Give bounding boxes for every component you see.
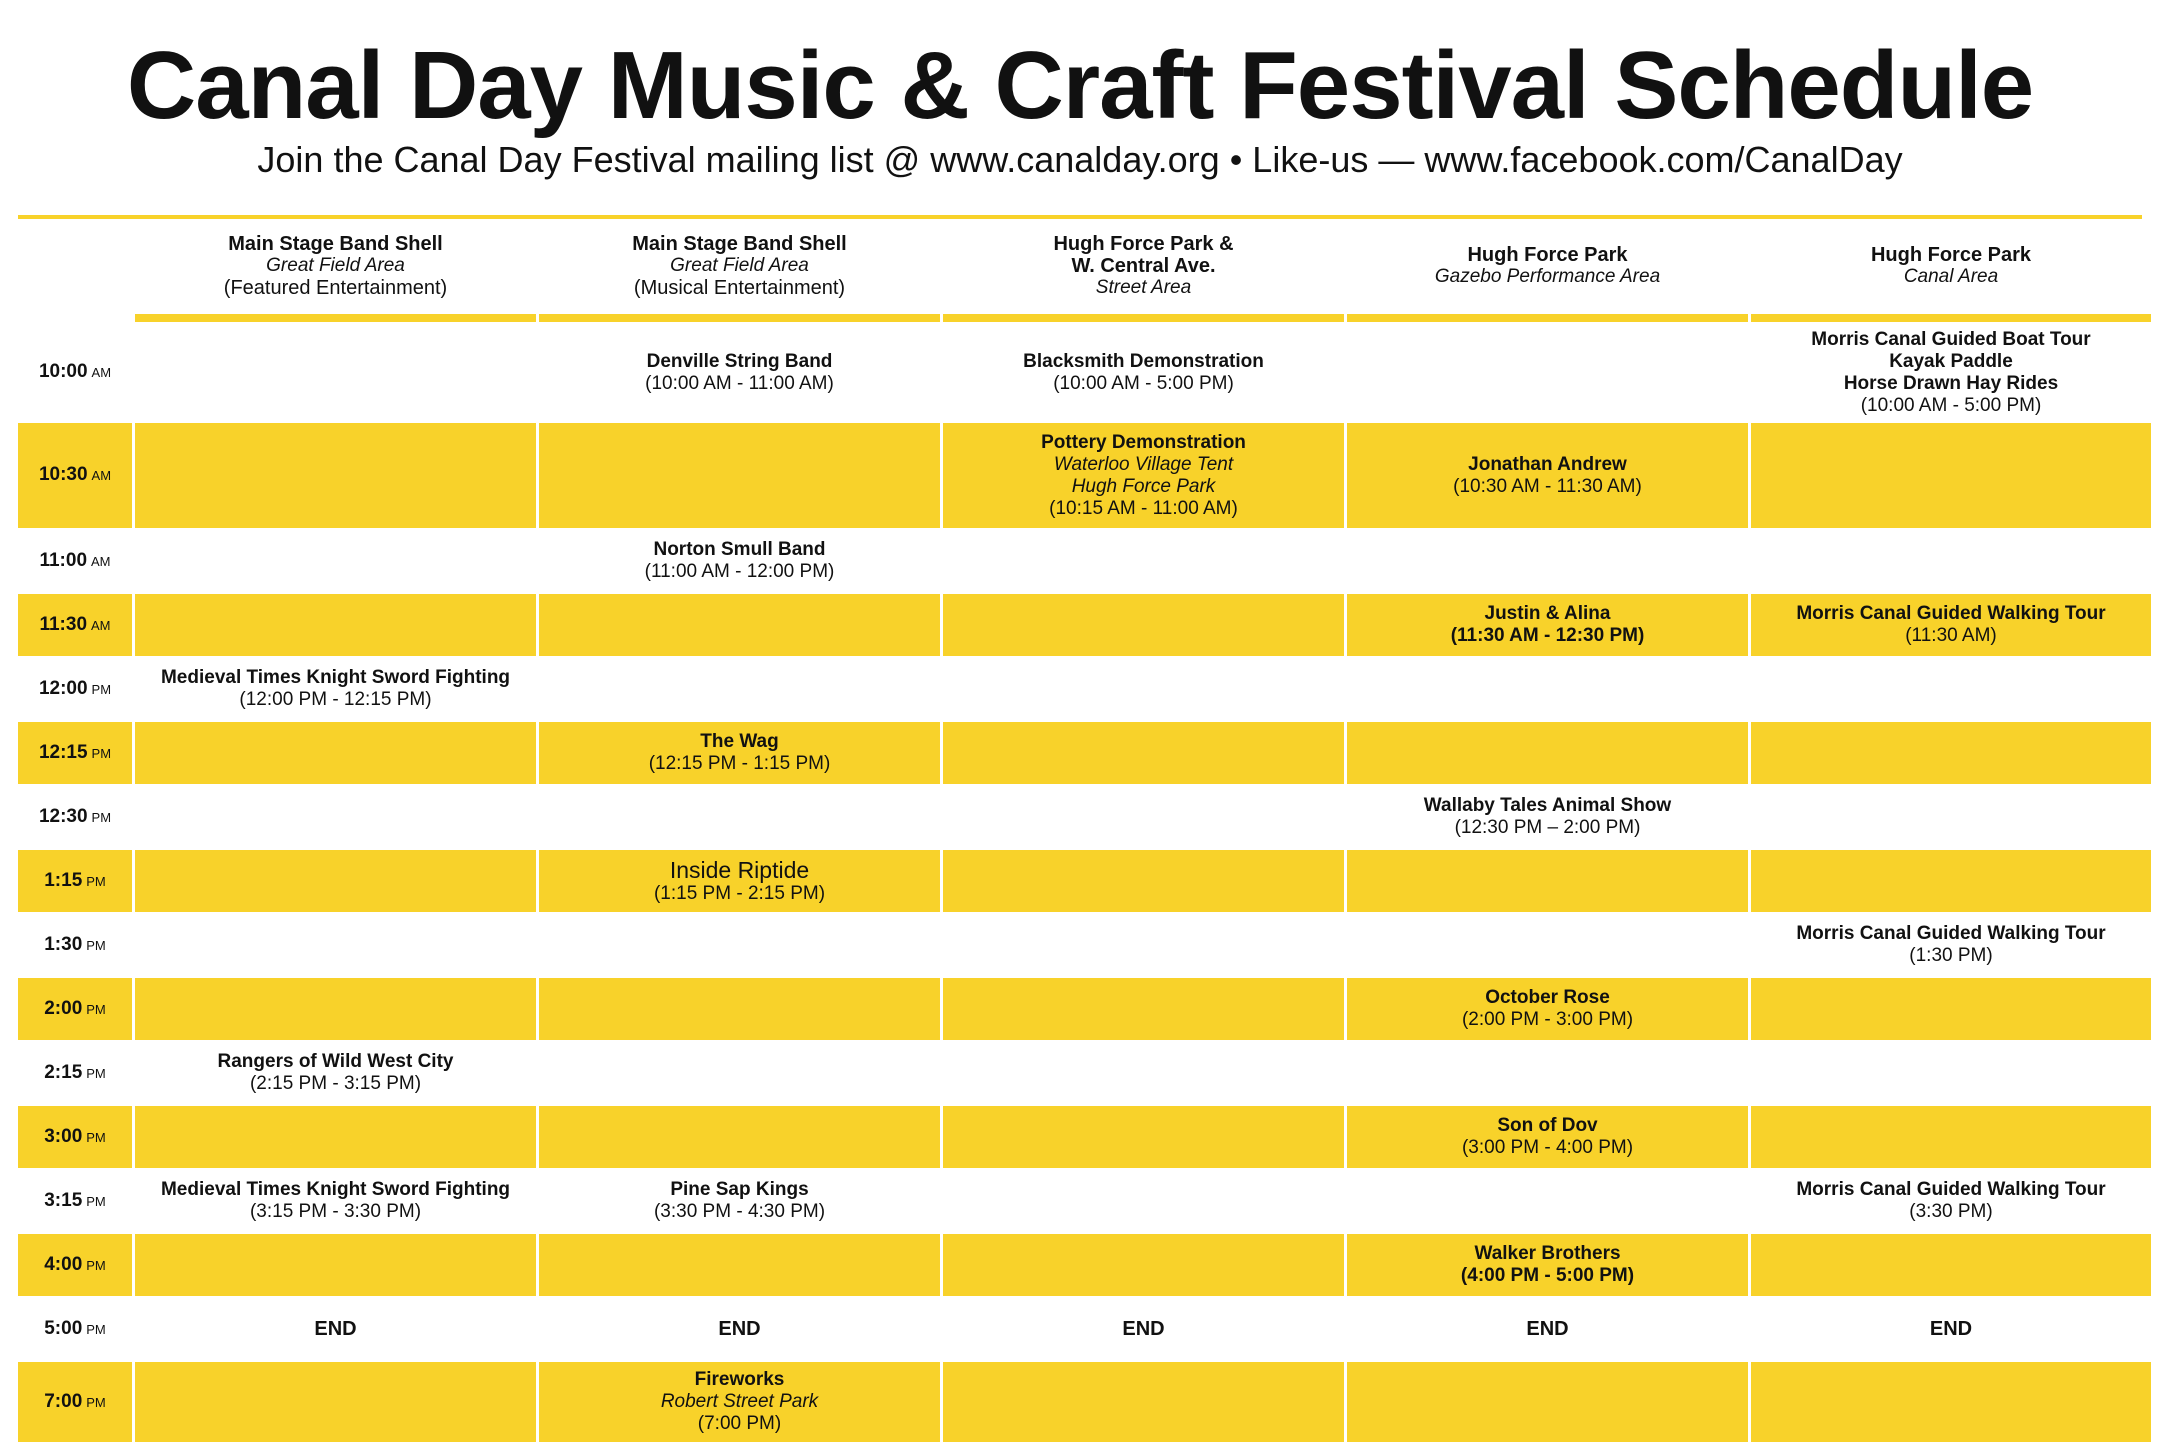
event-time-range: (10:00 AM - 5:00 PM) xyxy=(1860,394,2042,416)
time-ampm: PM xyxy=(86,1193,106,1209)
time-slot xyxy=(18,530,132,592)
event-title: Rangers of Wild West City xyxy=(217,1051,454,1072)
schedule-cell xyxy=(135,1234,536,1296)
time-value: 11:30 xyxy=(39,613,88,635)
schedule-cell xyxy=(943,722,1344,784)
time-label xyxy=(39,742,111,765)
venue-note: (Musical Entertainment) xyxy=(633,276,846,299)
event-time-range: (7:00 PM) xyxy=(697,1413,782,1434)
time-value: 2:15 xyxy=(44,1061,83,1083)
event-time-range: (3:15 PM - 3:30 PM) xyxy=(249,1201,422,1222)
event-time-range: (1:15 PM - 2:15 PM) xyxy=(653,883,826,904)
schedule-cell xyxy=(135,594,536,656)
venue-header xyxy=(1751,219,2151,312)
venue-name: Hugh Force Park & xyxy=(1053,232,1234,255)
schedule-cell xyxy=(539,914,940,976)
event-title: Medieval Times Knight Sword Fighting xyxy=(160,1179,511,1200)
event-time-range: (11:30 AM) xyxy=(1905,625,1997,646)
event-title: October Rose xyxy=(1485,987,1610,1008)
schedule-cell xyxy=(135,786,536,848)
event-cell xyxy=(1751,914,2151,976)
time-slot xyxy=(18,594,132,656)
time-ampm: PM xyxy=(86,1001,106,1017)
event-cell xyxy=(135,1170,536,1232)
event-title: Blacksmith Demonstration xyxy=(1023,350,1264,372)
time-ampm: PM xyxy=(91,809,112,825)
schedule-cell xyxy=(135,722,536,784)
schedule-cell xyxy=(943,1170,1344,1232)
time-value: 12:00 xyxy=(38,677,88,699)
event-time-range: (11:30 AM - 12:30 PM) xyxy=(1450,625,1645,646)
schedule-cell xyxy=(539,1106,940,1168)
schedule-cell xyxy=(1751,1106,2151,1168)
event-time-range: (10:15 AM - 11:00 AM) xyxy=(1049,497,1238,519)
schedule-cell xyxy=(1347,850,1748,912)
schedule-cell xyxy=(943,914,1344,976)
time-label xyxy=(39,614,110,637)
event-cell xyxy=(943,324,1344,421)
schedule-cell xyxy=(943,978,1344,1040)
time-ampm: PM xyxy=(86,1394,106,1410)
event-cell xyxy=(1347,1106,1748,1168)
venue-area: Canal Area xyxy=(1903,265,1999,287)
time-value: 7:00 xyxy=(44,1390,83,1412)
time-ampm: AM xyxy=(91,365,112,380)
event-title: Justin & Alina xyxy=(1484,603,1611,624)
schedule-cell xyxy=(1751,786,2151,848)
time-ampm: PM xyxy=(86,1129,106,1145)
venue-name: Hugh Force Park xyxy=(1870,243,2032,266)
event-location: Robert Street Park xyxy=(660,1391,819,1412)
event-cell xyxy=(1347,978,1748,1040)
time-slot xyxy=(18,786,132,848)
time-ampm: PM xyxy=(86,1257,106,1273)
header-divider xyxy=(1347,314,1748,322)
time-label xyxy=(44,1126,106,1149)
schedule-cell xyxy=(539,1234,940,1296)
event-cell xyxy=(1347,423,1748,528)
time-value: 12:15 xyxy=(38,741,88,763)
schedule-cell xyxy=(135,530,536,592)
time-value: 1:15 xyxy=(44,869,83,891)
schedule-cell xyxy=(943,1042,1344,1104)
time-value: 4:00 xyxy=(44,1253,83,1275)
event-title: Morris Canal Guided Walking Tour xyxy=(1796,923,2106,944)
event-cell xyxy=(539,850,940,912)
time-label xyxy=(44,1318,106,1341)
event-title: Kayak Paddle xyxy=(1889,350,2013,372)
time-value: 10:00 xyxy=(38,361,88,382)
schedule-cell xyxy=(1751,658,2151,720)
time-slot xyxy=(18,978,132,1040)
time-slot xyxy=(18,914,132,976)
end-marker: END xyxy=(1526,1318,1569,1340)
event-time-range: (1:30 PM) xyxy=(1909,945,1993,966)
time-slot xyxy=(18,324,132,421)
header-divider xyxy=(943,314,1344,322)
time-label xyxy=(44,1190,106,1213)
venue-name: Hugh Force Park xyxy=(1467,243,1628,266)
event-time-range: (12:30 PM – 2:00 PM) xyxy=(1454,817,1641,838)
event-title: Wallaby Tales Animal Show xyxy=(1423,795,1672,816)
venue-area: Gazebo Performance Area xyxy=(1434,265,1661,287)
event-time-range: (2:15 PM - 3:15 PM) xyxy=(249,1073,422,1094)
event-cell xyxy=(135,658,536,720)
venue-header xyxy=(539,219,940,312)
header-divider xyxy=(135,314,536,322)
time-slot xyxy=(18,1234,132,1296)
schedule-cell xyxy=(943,658,1344,720)
venue-area: Great Field Area xyxy=(670,254,809,276)
schedule-cell xyxy=(1347,914,1748,976)
time-value: 10:30 xyxy=(38,464,88,485)
time-slot xyxy=(18,1042,132,1104)
time-value: 1:30 xyxy=(44,933,83,955)
event-time-range: (3:30 PM) xyxy=(1909,1201,1993,1222)
event-cell xyxy=(539,722,940,784)
event-cell xyxy=(1751,324,2151,421)
time-value: 3:15 xyxy=(44,1189,83,1211)
schedule-cell xyxy=(1347,1362,1748,1442)
event-time-range: (2:00 PM - 3:00 PM) xyxy=(1461,1009,1634,1030)
event-location: Hugh Force Park xyxy=(1071,475,1216,497)
schedule-cell xyxy=(135,978,536,1040)
venue-name-line2: W. Central Ave. xyxy=(1071,254,1216,277)
time-slot xyxy=(18,658,132,720)
time-ampm: PM xyxy=(91,681,112,697)
event-cell xyxy=(539,324,940,421)
time-label xyxy=(39,361,111,384)
event-title: Walker Brothers xyxy=(1474,1243,1621,1264)
venue-area: Street Area xyxy=(1095,276,1192,298)
time-ampm: PM xyxy=(86,873,106,889)
header-divider xyxy=(18,314,132,322)
time-label xyxy=(39,550,110,573)
schedule-cell xyxy=(943,530,1344,592)
event-title: Norton Smull Band xyxy=(653,539,826,560)
schedule-cell xyxy=(943,850,1344,912)
schedule-cell xyxy=(539,786,940,848)
event-title: Horse Drawn Hay Rides xyxy=(1843,372,2059,394)
event-title: Morris Canal Guided Walking Tour xyxy=(1796,603,2106,624)
schedule-cell xyxy=(943,1234,1344,1296)
time-label xyxy=(44,934,106,957)
event-time-range: (3:30 PM - 4:30 PM) xyxy=(653,1201,826,1222)
event-time-range: (12:00 PM - 12:15 PM) xyxy=(239,689,432,710)
schedule-cell xyxy=(135,1362,536,1442)
time-value: 5:00 xyxy=(44,1317,83,1339)
header-divider xyxy=(1751,314,2151,322)
time-label xyxy=(39,806,111,829)
schedule-cell xyxy=(1347,722,1748,784)
event-cell xyxy=(943,423,1344,528)
time-ampm: PM xyxy=(91,745,112,761)
time-slot xyxy=(18,1170,132,1232)
event-title: Inside Riptide xyxy=(669,857,810,883)
time-slot xyxy=(18,423,132,528)
time-label xyxy=(44,998,106,1021)
schedule-cell xyxy=(539,1042,940,1104)
time-label xyxy=(44,1062,106,1085)
event-cell xyxy=(539,1170,940,1232)
end-marker: END xyxy=(1929,1318,1973,1340)
schedule-cell xyxy=(1751,423,2151,528)
schedule-cell xyxy=(539,978,940,1040)
event-title: Son of Dov xyxy=(1497,1115,1598,1136)
schedule-cell xyxy=(1347,1042,1748,1104)
event-time-range: (10:00 AM - 5:00 PM) xyxy=(1053,372,1234,394)
schedule-cell xyxy=(1751,722,2151,784)
event-cell xyxy=(1751,1170,2151,1232)
subtitle xyxy=(0,136,2160,184)
time-ampm: PM xyxy=(86,937,106,953)
schedule-cell xyxy=(1347,324,1748,421)
event-title: Denville String Band xyxy=(646,350,833,372)
subtitle-text-like: • Like-us — xyxy=(1219,139,1425,180)
schedule-table xyxy=(18,215,2142,1442)
event-time-range: (3:00 PM - 4:00 PM) xyxy=(1461,1137,1634,1158)
event-title: Fireworks xyxy=(694,1369,785,1390)
event-title: Jonathan Andrew xyxy=(1468,453,1627,475)
venue-header xyxy=(943,219,1344,312)
schedule-cell xyxy=(943,786,1344,848)
time-ampm: AM xyxy=(91,553,111,569)
time-value: 12:30 xyxy=(38,805,88,827)
website-link[interactable]: www.canalday.org xyxy=(930,139,1220,180)
event-title: Morris Canal Guided Walking Tour xyxy=(1796,1179,2106,1200)
schedule-cell xyxy=(135,914,536,976)
venue-name: Main Stage Band Shell xyxy=(228,232,443,255)
time-slot xyxy=(18,722,132,784)
event-time-range: (10:00 AM - 11:00 AM) xyxy=(645,372,834,394)
event-time-range: (11:00 AM - 12:00 PM) xyxy=(644,561,835,582)
schedule-cell xyxy=(1751,530,2151,592)
venue-header xyxy=(1347,219,1748,312)
schedule-cell xyxy=(943,594,1344,656)
time-value: 3:00 xyxy=(44,1125,83,1147)
time-slot xyxy=(18,1362,132,1442)
schedule-cell xyxy=(539,594,940,656)
schedule-cell xyxy=(135,850,536,912)
schedule-cell xyxy=(1751,1234,2151,1296)
schedule-cell xyxy=(1347,530,1748,592)
event-location: Waterloo Village Tent xyxy=(1053,453,1234,475)
schedule-cell xyxy=(539,423,940,528)
schedule-cell xyxy=(1751,850,2151,912)
time-ampm: AM xyxy=(91,468,112,483)
event-title: Morris Canal Guided Boat Tour xyxy=(1811,328,2091,350)
time-slot xyxy=(18,1298,132,1360)
end-marker: END xyxy=(314,1318,357,1340)
schedule-cell xyxy=(135,324,536,421)
event-title: Pine Sap Kings xyxy=(670,1179,809,1200)
event-cell xyxy=(1347,786,1748,848)
schedule-cell xyxy=(1347,1170,1748,1232)
schedule-cell xyxy=(1347,658,1748,720)
event-cell xyxy=(1751,594,2151,656)
schedule-cell xyxy=(135,423,536,528)
time-label xyxy=(39,678,111,701)
subtitle-text: Join the Canal Day Festival mailing list @ xyxy=(257,139,931,180)
time-ampm: AM xyxy=(91,617,111,633)
end-marker: END xyxy=(718,1318,761,1340)
time-label xyxy=(44,870,106,893)
event-cell xyxy=(539,1362,940,1442)
event-cell xyxy=(1347,1234,1748,1296)
time-slot xyxy=(18,850,132,912)
schedule-cell xyxy=(943,1106,1344,1168)
venue-header xyxy=(135,219,536,312)
header-corner xyxy=(18,219,132,312)
time-ampm: PM xyxy=(86,1065,106,1081)
event-cell xyxy=(135,1042,536,1104)
header-divider xyxy=(539,314,940,322)
event-title: The Wag xyxy=(700,731,779,752)
schedule-cell xyxy=(1751,1362,2151,1442)
time-value: 11:00 xyxy=(39,549,88,571)
event-cell xyxy=(539,530,940,592)
venue-note: (Featured Entertainment) xyxy=(223,276,448,299)
event-time-range: (4:00 PM - 5:00 PM) xyxy=(1460,1265,1635,1286)
time-slot xyxy=(18,1106,132,1168)
venue-area: Great Field Area xyxy=(266,254,405,276)
page-title: Canal Day Music & Craft Festival Schedule xyxy=(126,32,2034,139)
time-label xyxy=(44,1391,106,1414)
time-ampm: PM xyxy=(86,1321,106,1337)
schedule-cell xyxy=(1751,978,2151,1040)
facebook-link[interactable]: www.facebook.com/CanalDay xyxy=(1424,139,1903,180)
event-title: Medieval Times Knight Sword Fighting xyxy=(160,667,511,688)
event-title: Pottery Demonstration xyxy=(1041,431,1246,453)
time-label xyxy=(39,464,111,487)
time-value: 2:00 xyxy=(44,997,83,1019)
schedule-cell xyxy=(1751,1042,2151,1104)
schedule-cell xyxy=(135,1106,536,1168)
event-cell xyxy=(1347,594,1748,656)
end-marker: END xyxy=(1122,1318,1165,1340)
event-time-range: (12:15 PM - 1:15 PM) xyxy=(648,753,831,774)
time-label xyxy=(44,1254,106,1277)
event-time-range: (10:30 AM - 11:30 AM) xyxy=(1453,475,1642,497)
schedule-cell xyxy=(539,658,940,720)
schedule-cell xyxy=(943,1362,1344,1442)
venue-name: Main Stage Band Shell xyxy=(632,232,847,255)
